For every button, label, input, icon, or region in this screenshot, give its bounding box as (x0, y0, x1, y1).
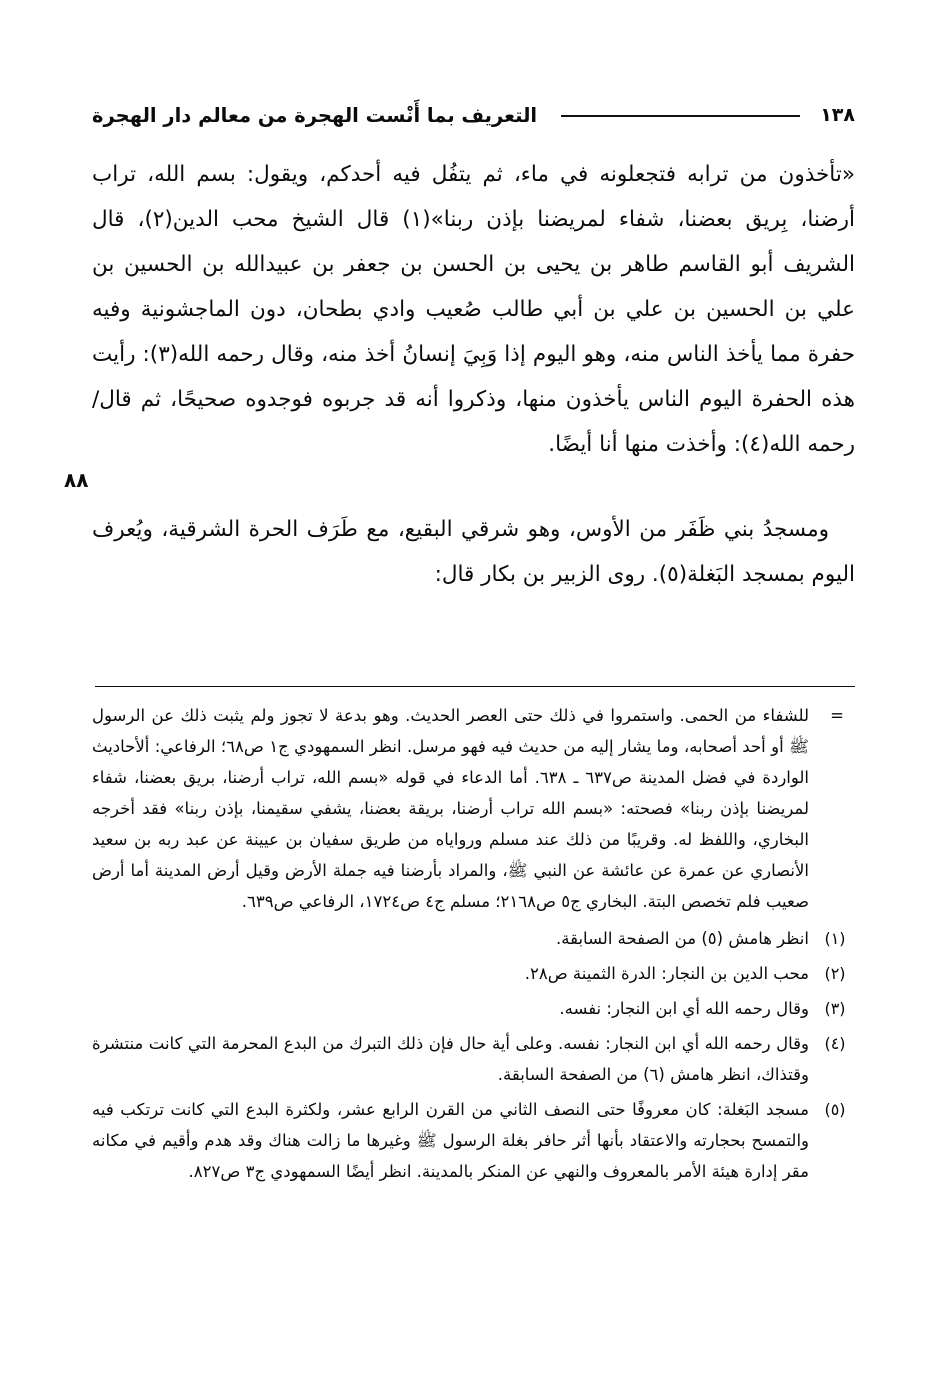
footnote-item (92, 1028, 855, 1090)
body-paragraph-2: ومسجدُ بني ظَفَر من الأوس، وهو شرقي البقيع، مع طَرَف الحرة الشرقية، ويُعرف اليوم بمسجد البَغلة(٥). روى الزبير بن بكار قال: (92, 517, 855, 587)
footnotes-block (92, 700, 855, 1191)
footnote-text: محب الدين بن النجار: الدرة الثمينة ص٢٨. (524, 964, 809, 983)
footnote-marker: (٣) (824, 999, 846, 1018)
footnote-marker: (١) (824, 929, 846, 948)
footnote-text: وقال رحمه الله أي ابن النجار: نفسه. (559, 999, 809, 1018)
running-header (92, 98, 855, 132)
footnote-text: انظر هامش (٥) من الصفحة السابقة. (556, 929, 809, 948)
footnote-marker: (٢) (824, 964, 846, 983)
footnote-item (92, 1094, 855, 1187)
footnote-item (92, 923, 855, 954)
body-text-block (92, 152, 855, 597)
footnote-item (92, 993, 855, 1024)
body-paragraph-1: «تأخذون من ترابه فتجعلونه في ماء، ثم يتفُل فيه أحدكم، ويقول: بسم الله، تراب أرضنا، بِريق بعضنا، شفاء لمريضنا بإذن ربنا»(١) قال الشيخ محب الدين(٢)، قال الشريف أبو القاسم طاهر بن يحيى بن الحسن بن جعفر بن عبيدالله بن الحسين بن علي بن الحسين بن علي بن أبي طالب صُعيب وادي بطحان، دون الماجشونية وفيه حفرة مما يأخذ الناس منه، وهو اليوم إذا وَبِيَ إنسانُ أخذ منه، وقال رحمه الله(٣): رأيت هذه الحفرة اليوم الناس يأخذون منها، وذكروا أنه قد جربوه فوجدوه صحيحًا، ثم قال/رحمه الله(٤): وأخذت منها أنا أيضًا. (92, 162, 855, 457)
footnote-marker: (٥) (824, 1100, 846, 1119)
footnote-separator-rule (95, 686, 855, 687)
footnote-marker: (٤) (824, 1034, 846, 1053)
paragraph-spacer (92, 467, 855, 507)
footnote-text: مسجد البَغلة: كان معروفًا حتى النصف الثاني من القرن الرابع عشر، ولكثرة البدع التي كانت ترتكب فيه والتمسح بحجارته والاعتقاد بأنها أثر حافر بغلة الرسول ﷺ وغيرها ما زالت هناك وقد هدم وأقيم في مكانه مقر إدارة هيئة الأمر بالمعروف والنهي عن المنكر بالمدينة. انظر أيضًا السمهودي ج٣ ص٨٢٧. (92, 1100, 809, 1181)
margin-page-number: ٨٨ (64, 468, 89, 492)
header-book-title: التعريف بما أَنْست الهجرة من معالم دار الهجرة (92, 103, 538, 127)
page-folio-number: ١٣٨ (820, 104, 855, 126)
header-divider-rule (561, 115, 800, 117)
footnote-text: وقال رحمه الله أي ابن النجار: نفسه. وعلى أية حال فإن ذلك التبرك من البدع المحرمة التي كانت منتشرة وقتذاك، انظر هامش (٦) من الصفحة السابقة. (92, 1034, 809, 1084)
footnote-continuation (92, 700, 855, 917)
footnote-continuation-marker: = (830, 706, 844, 725)
footnote-continuation-text: للشفاء من الحمى. واستمروا في ذلك حتى العصر الحديث. وهو بدعة لا تجوز ولم يثبت ذلك عن الرسول ﷺ أو أحد أصحابه، وما يشار إليه من حديث فيه فهو مرسل. انظر السمهودي ج١ ص٦٨؛ الرفاعي: ألأحاديث الواردة في فضل المدينة ص٦٣٧ ـ ٦٣٨. أما الدعاء في قوله «بسم الله، تراب أرضنا، بريق بعضنا، شفاء لمريضنا بإذن ربنا» فصحته: «بسم الله تراب أرضنا، بريقة بعضنا، يشفي سقيمنا، بإذن ربنا» فقد أخرجه البخاري، واللفظ له. وقريبًا من ذلك عند مسلم ورواياه من طريق سفيان بن عيينة عن عبد ربه بن سعيد الأنصاري عن عمرة عن عائشة عن النبي ﷺ، والمراد بأرضنا فيه جملة الأرض وقيل أرض المدينة أما أرض صعيب فلم تخصص البتة. البخاري ج٥ ص٢١٦٨؛ مسلم ج٤ ص١٧٢٤، الرفاعي ص٦٣٩. (92, 706, 810, 911)
footnote-item (92, 958, 855, 989)
